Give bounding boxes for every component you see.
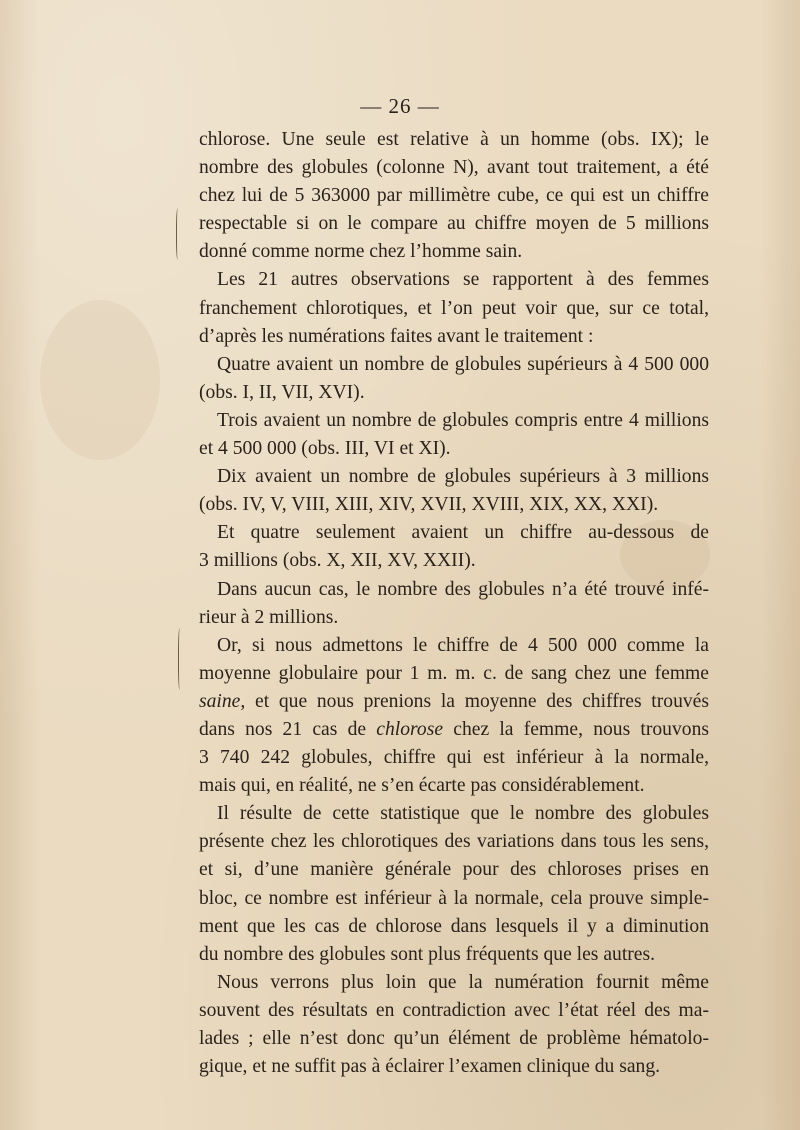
text-line: et 4 500 000 (obs. III, VI et XI).	[199, 438, 451, 460]
text-segment: dans nos 21 cas de	[199, 718, 377, 740]
text-line: donné comme norme chez l’homme sain.	[199, 241, 523, 263]
text-line: Quatre avaient un nombre de globules supérieurs à 4 500 000	[217, 353, 709, 375]
margin-bracket-mark	[178, 628, 182, 690]
text-line: gique, et ne suffit pas à éclairer l’examen clinique du sang.	[199, 1056, 661, 1078]
text-line: du nombre des globules sont plus fréquents que les autres.	[199, 943, 656, 965]
text-line: 3 740 242 globules, chiffre qui est inférieur à la normale,	[199, 747, 709, 769]
text-line	[199, 716, 709, 744]
body-text	[199, 126, 709, 1081]
text-line: rieur à 2 millions.	[199, 606, 339, 628]
text-line: Les 21 autres observations se rapportent à des femmes	[217, 269, 709, 291]
text-line: Dans aucun cas, le nombre des globules n’a été trouvé infé-	[217, 578, 709, 600]
text-line: chlorose. Une seule est relative à un homme (obs. IX); le	[199, 129, 709, 150]
page-number: — 26 —	[360, 94, 440, 118]
text-line: (obs. I, II, VII, XVI).	[199, 381, 365, 403]
text-line: nombre des globules (colonne N), avant tout traitement, a été	[199, 157, 709, 179]
text-line: respectable si on le compare au chiffre moyen de 5 millions	[199, 213, 709, 235]
text-line: Nous verrons plus loin que la numération fournit même	[217, 971, 709, 993]
text-line: franchement chlorotiques, et l’on peut voir que, sur ce total,	[199, 297, 709, 319]
text-line: d’après les numérations faites avant le traitement :	[199, 325, 594, 347]
text-line: Dix avaient un nombre de globules supérieurs à 3 millions	[217, 466, 709, 488]
text-line: chez lui de 5 363000 par millimètre cube, ce qui est un chiffre	[199, 185, 709, 207]
text-line: (obs. IV, V, VIII, XIII, XIV, XVII, XVIII, XIX, XX, XXI).	[199, 494, 659, 516]
text-line: 3 millions (obs. X, XII, XV, XXII).	[199, 550, 476, 572]
text-line: présente chez les chlorotiques des variations dans tous les sens,	[199, 831, 709, 853]
text-line: souvent des résultats en contradiction avec l’état réel des ma-	[199, 999, 709, 1021]
margin-bracket-mark	[176, 208, 180, 260]
text-line: Trois avaient un nombre de globules compris entre 4 millions	[217, 409, 709, 431]
text-line: mais qui, en réalité, ne s’en écarte pas considérablement.	[199, 775, 645, 797]
text-line: lades ; elle n’est donc qu’un élément de problème hématolo-	[199, 1028, 709, 1049]
text-line: et si, d’une manière générale pour des chloroses prises en	[199, 859, 709, 881]
text-line: ment que les cas de chlorose dans lesquels il y a diminution	[199, 915, 709, 937]
text-line: Et quatre seulement avaient un chiffre au-dessous de	[217, 522, 709, 544]
text-line: Il résulte de cette statistique que le nombre des globules	[217, 803, 709, 825]
paper-stain	[40, 300, 160, 460]
text-segment: et que nous prenions la moyenne des chiffres trouvés	[245, 690, 709, 712]
text-line: moyenne globulaire pour 1 m. m. c. de sang chez une femme	[199, 662, 709, 684]
italic-word: saine,	[199, 690, 246, 712]
text-segment: chez la femme, nous trouvons	[443, 718, 709, 740]
text-line: Or, si nous admettons le chiffre de 4 500 000 comme la	[217, 634, 709, 656]
text-line: bloc, ce nombre est inférieur à la normale, cela prouve simple-	[199, 887, 709, 909]
text-line	[199, 688, 709, 716]
italic-word: chlorose	[376, 718, 444, 740]
